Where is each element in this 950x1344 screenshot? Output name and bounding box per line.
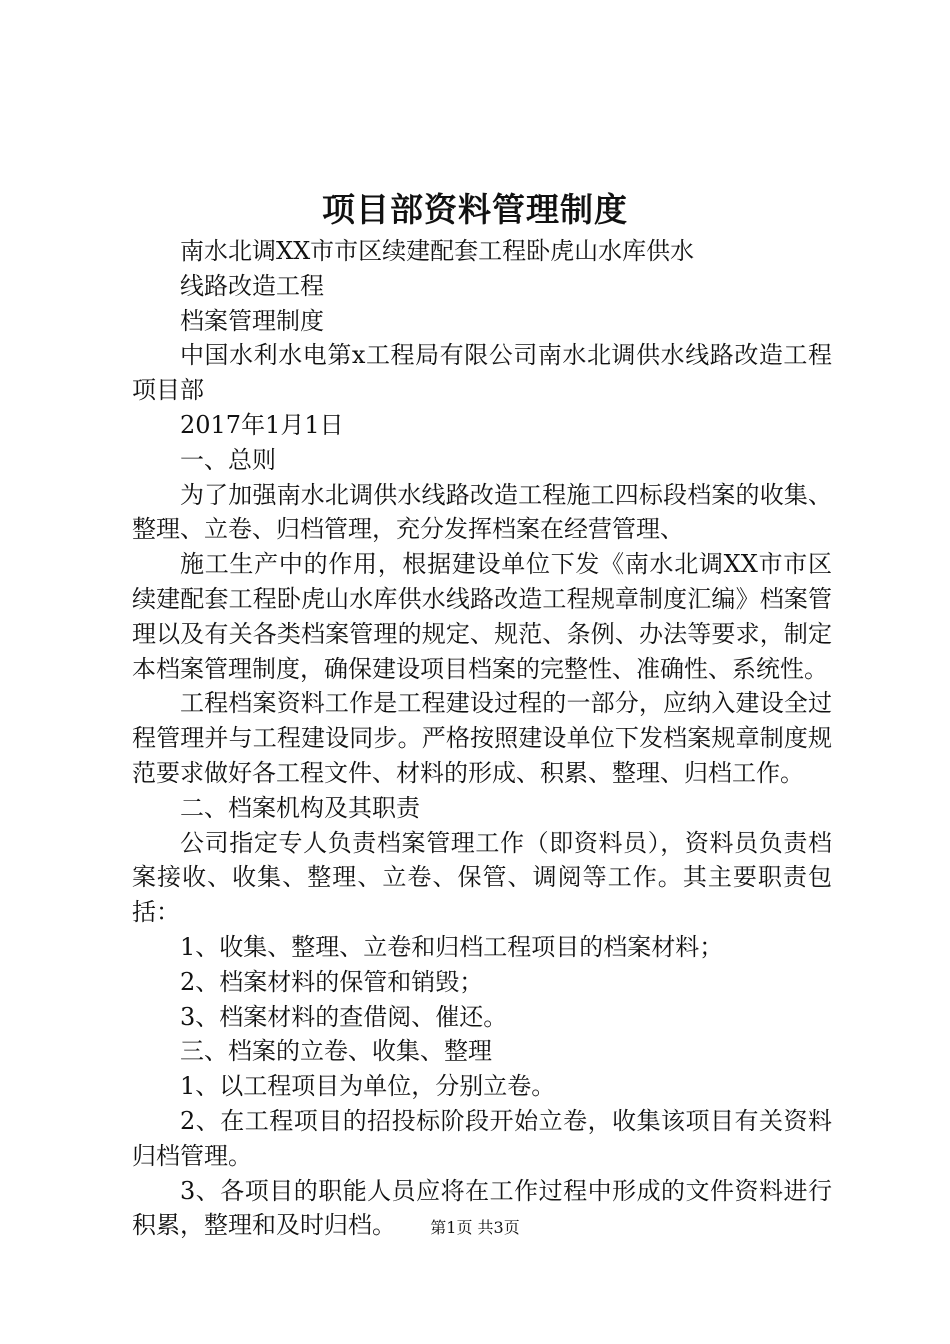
paragraph: 公司指定专人负责档案管理工作（即资料员），资料员负责档案接收、收集、整理、立卷、保管、调阅等工作。其主要职责包括： [132,828,832,927]
list-item: 1、以工程项目为单位，分别立卷。 [180,1072,556,1101]
section-heading: 三、档案的立卷、收集、整理 [180,1037,492,1066]
paragraph: 施工生产中的作用，根据建设单位下发《南水北调XX市市区续建配套工程卧虎山水库供水线路改造工程规章制度汇编》档案管理以及有关各类档案管理的规定、规范、条例、办法等要求，制定本档案管理制度，确保建设项目档案的完整性、准确性、系统性。 [132,550,832,683]
page-footer: 第1页 共3页 [430,1218,520,1237]
list-item: 2、在工程项目的招投标阶段开始立卷，收集该项目有关资料归档管理。 [132,1106,832,1170]
paragraph: 南水北调XX市市区续建配套工程卧虎山水库供水 [180,237,695,265]
paragraph: 档案管理制度 [180,306,324,335]
paragraph: 工程档案资料工作是工程建设过程的一部分，应纳入建设全过程管理并与工程建设同步。严格按照建设单位下发档案规章制度规范要求做好各工程文件、材料的形成、积累、整理、归档工作。 [132,689,832,787]
list-item: 1、收集、整理、立卷和归档工程项目的档案材料； [180,932,724,961]
paragraph: 为了加强南水北调供水线路改造工程施工四标段档案的收集、整理、立卷、归档管理，充分发挥档案在经营管理、 [132,480,832,544]
section-heading: 一、总则 [180,445,276,474]
document-body [132,234,832,1243]
paragraph: 中国水利水电第x工程局有限公司南水北调供水线路改造工程项目部 [132,341,832,405]
list-item: 3、各项目的职能人员应将在工作过程中形成的文件资料进行积累，整理和及时归档。 [132,1176,832,1240]
list-item: 3、档案材料的查借阅、催还。 [180,1002,508,1031]
paragraph: 线路改造工程 [180,271,324,300]
section-heading: 二、档案机构及其职责 [180,793,420,822]
paragraph: 2017年1月1日 [180,410,344,439]
document-title: 项目部资料管理制度 [322,190,628,229]
list-item: 2、档案材料的保管和销毁； [180,967,484,996]
